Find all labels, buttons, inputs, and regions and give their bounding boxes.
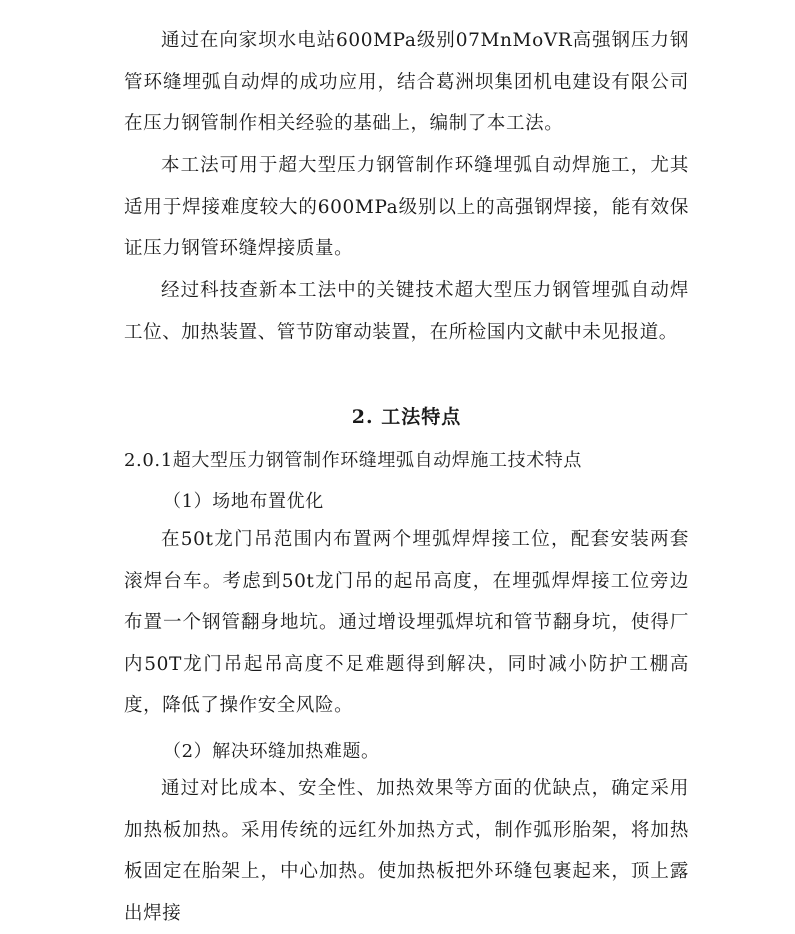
intro-paragraph-3: 经过科技查新本工法中的关键技术超大型压力钢管埋弧自动焊工位、加热装置、管节防窜动装置，在所检国内文献中未见报道。 <box>124 280 689 343</box>
subsection-heading: 2.0.1超大型压力钢管制作环缝埋弧自动焊施工技术特点 <box>124 450 582 471</box>
item-2-title: （2）解决环缝加热难题。 <box>163 741 380 762</box>
intro-paragraph-1: 通过在向家坝水电站600MPa级别07MnMoVR高强钢压力钢管环缝埋弧自动焊的成功应用，结合葛洲坝集团机电建设有限公司在压力钢管制作相关经验的基础上，编制了本工法。 <box>124 30 689 134</box>
intro-paragraph-2: 本工法可用于超大型压力钢管制作环缝埋弧自动焊施工，尤其适用于焊接难度较大的600MPa级别以上的高强钢焊接，能有效保证压力钢管环缝焊接质量。 <box>124 155 689 259</box>
section-heading: 2. 工法特点 <box>351 406 462 428</box>
item-2-body: 通过对比成本、安全性、加热效果等方面的优缺点，确定采用加热板加热。采用传统的远红外加热方式，制作弧形胎架，将加热板固定在胎架上，中心加热。使加热板把外环缝包裹起来，顶上露出焊接 <box>124 778 689 924</box>
item-1-title: （1）场地布置优化 <box>163 491 324 512</box>
item-1-body: 在50t龙门吊范围内布置两个埋弧焊焊接工位，配套安装两套滚焊台车。考虑到50t龙门吊的起吊高度，在埋弧焊焊接工位旁边布置一个钢管翻身地坑。通过增设埋弧焊坑和管节翻身坑，使得厂内50T龙门吊起吊高度不足难题得到解决，同时减小防护工棚高度，降低了操作安全风险。 <box>124 529 689 716</box>
